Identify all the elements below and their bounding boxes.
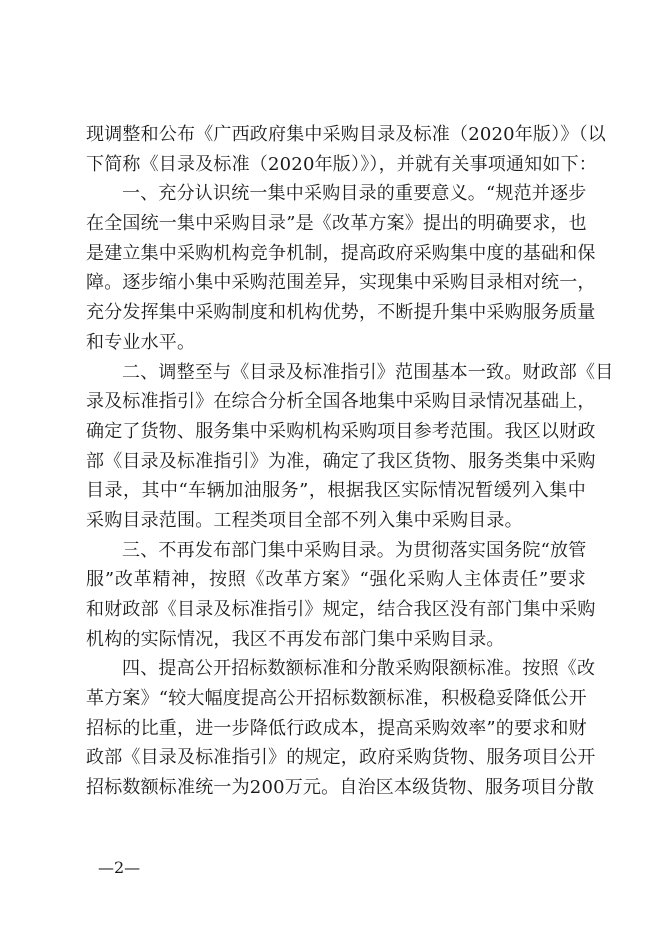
section-4-heading-line: 四、提高公开招标数额标准和分散采购限额标准。按照《改 bbox=[122, 658, 596, 680]
text-line: 现调整和公布《广西政府集中采购目录及标准（2020年版）》（以 bbox=[86, 124, 607, 145]
text-line: 招标数额标准统一为200万元。自治区本级货物、服务项目分散 bbox=[86, 777, 595, 799]
body-text bbox=[86, 120, 614, 803]
text-line: 确定了货物、服务集中采购机构采购项目参考范围。我区以财政 bbox=[86, 420, 596, 442]
text-line: 下简称《目录及标准（2020年版）》），并就有关事项通知如下： bbox=[86, 153, 598, 175]
text-line: 和专业水平。 bbox=[86, 331, 196, 353]
text-line: 录及标准指引》在综合分析全国各地集中采购目录情况基础上， bbox=[86, 391, 596, 413]
section-1-heading-line: 一、充分认识统一集中采购目录的重要意义。“规范并逐步 bbox=[122, 183, 587, 205]
text-line: 障。逐步缩小集中采购范围差异，实现集中采购目录相对统一， bbox=[86, 272, 596, 294]
text-line: 采购目录范围。工程类项目全部不列入集中采购目录。 bbox=[86, 509, 523, 531]
text-line: 服”改革精神，按照《改革方案》“强化采购人主体责任”要求 bbox=[86, 569, 586, 591]
text-line: 革方案》“较大幅度提高公开招标数额标准，积极稳妥降低公开 bbox=[86, 688, 587, 710]
text-line: 机构的实际情况，我区不再发布部门集中采购目录。 bbox=[86, 628, 505, 650]
section-3-heading-line: 三、不再发布部门集中采购目录。为贯彻落实国务院“放管 bbox=[122, 539, 587, 561]
section-2-heading-line: 二、调整至与《目录及标准指引》范围基本一致。财政部《目 bbox=[122, 361, 614, 383]
text-line: 和财政部《目录及标准指引》规定，结合我区没有部门集中采购 bbox=[86, 599, 596, 620]
text-line: 政部《目录及标准指引》的规定，政府采购货物、服务项目公开 bbox=[86, 747, 596, 769]
page-number: —2— bbox=[98, 858, 141, 877]
text-line: 目录，其中“车辆加油服务”，根据我区实际情况暂缓列入集中 bbox=[86, 480, 586, 502]
text-line: 在全国统一集中采购目录”是《改革方案》提出的明确要求，也 bbox=[86, 213, 587, 235]
text-line: 是建立集中采购机构竞争机制，提高政府采购集中度的基础和保 bbox=[86, 242, 596, 264]
text-line: 部《目录及标准指引》为准，确定了我区货物、服务类集中采购 bbox=[86, 450, 596, 472]
text-line: 招标的比重，进一步降低行政成本，提高采购效率”的要求和财 bbox=[86, 717, 587, 739]
text-line: 充分发挥集中采购制度和机构优势，不断提升集中采购服务质量 bbox=[86, 302, 596, 324]
